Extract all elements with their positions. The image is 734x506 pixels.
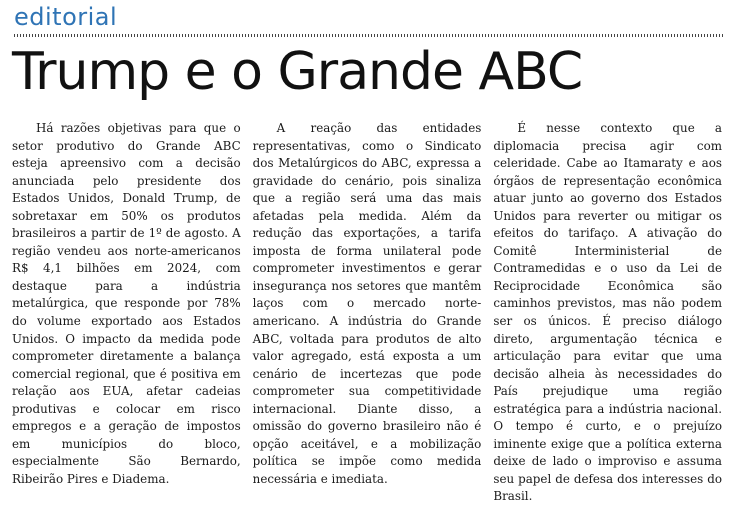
column-1 bbox=[12, 120, 241, 486]
headline: Trump e o Grande ABC bbox=[12, 42, 583, 102]
section-label: editorial bbox=[14, 3, 118, 31]
column-2-text: A reação das entidades representativas, como o Sindicato dos Metalúrgicos do ABC, expressa a gravidade do cenário, pois sinaliza que a região será uma das mais afetadas pela medida. Além da redução das exportações, a tarifa imposta de forma unilateral pode comprometer investimentos e gerar insegurança nos setores que mantêm laços com o mercado norte-americano. A indústria do Grande ABC, voltada para produtos de alto valor agregado, está exposta a um cenário de incertezas que pode comprometer sua competitividade internacional. Diante disso, a omissão do governo brasileiro não é opção aceitável, e a mobilização política se impõe como medida necessária e imediata. bbox=[252, 121, 482, 486]
column-2 bbox=[252, 120, 482, 486]
article-body bbox=[12, 120, 723, 504]
column-3-text: É nesse contexto que a diplomacia precisa agir com celeridade. Cabe ao Itamaraty e aos órgãos de representação econômica atuar junto ao governo dos Estados Unidos para reverter ou mitigar os efeitos do tarifaço. A ativação do Comitê Interministerial de Contramedidas e o uso da Lei de Reciprocidade Econômica são caminhos previstos, mas não podem ser os únicos. É preciso diálogo direto, argumentação técnica e articulação para evitar que uma decisão alheia às necessidades do País prejudique uma região estratégica para a indústria nacional. O tempo é curto, e o prejuízo iminente exige que a política externa deixe de lado o improviso e assuma seu papel de defesa dos interesses do Brasil. bbox=[493, 121, 723, 504]
dotted-rule bbox=[14, 34, 724, 37]
column-1-text: Há razões objetivas para que o setor produtivo do Grande ABC esteja apreensivo com a decisão anunciada pelo presidente dos Estados Unidos, Donald Trump, de sobretaxar em 50% os produtos brasileiros a partir de 1º de agosto. A região vendeu aos norte-americanos R$ 4,1 bilhões em 2024, com destaque para a indústria metalúrgica, que responde por 78% do volume exportado aos Estados Unidos. O impacto da medida pode comprometer diretamente a balança comercial regional, que é positiva em relação aos EUA, afetar cadeias produtivas e colocar em risco empregos e a geração de impostos em municípios do bloco, especialmente São Bernardo, Ribeirão Pires e Diadema. bbox=[12, 121, 241, 486]
column-3 bbox=[493, 120, 723, 504]
